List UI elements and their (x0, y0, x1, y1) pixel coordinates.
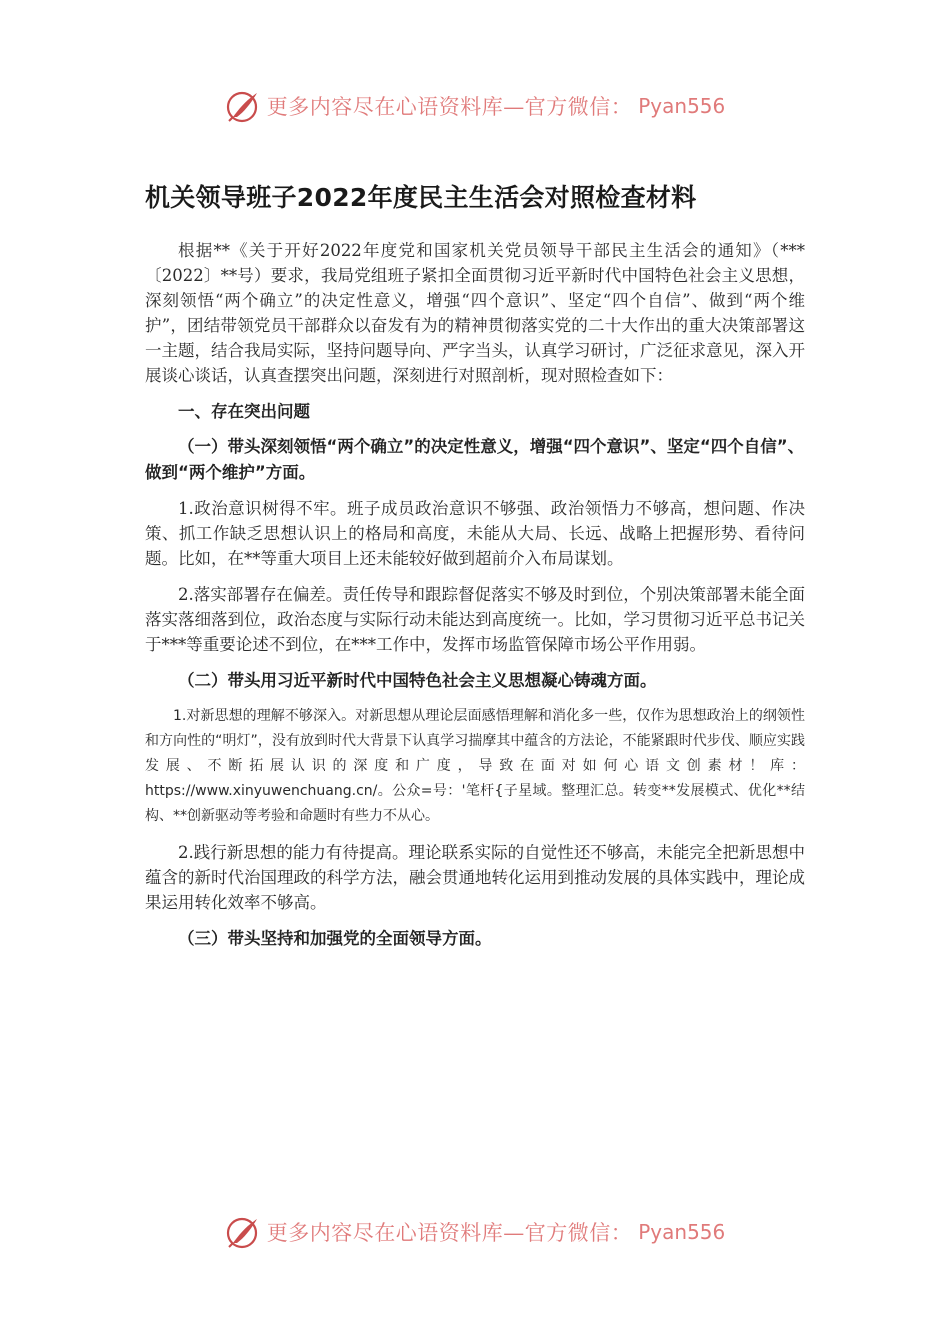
subsection-2-item-1: 1.对新思想的理解不够深入。对新思想从理论层面感悟理解和消化多一些，仅作为思想政治上的纲领性和方向性的“明灯”，没有放到时代大背景下认真学习揣摩其中蕴含的方法论，不能紧跟时代步伐、顺应实践发展、不断拓展认识的深度和广度，导致在面对如何心语文创素材！库：https://www.xinyuwenchuang.cn/。公众=号：'笔杆{子星域。整理汇总。转变**发展模式、优化**结构、**创新驱动等考验和命题时有些力不从心。 (145, 708, 805, 824)
subsection-2-item-2: 2.践行新思想的能力有待提高。理论联系实际的自觉性还不够高，未能完全把新思想中蕴含的新时代治国理政的科学方法，融会贯通地转化运用到推动发展的具体实践中，理论成果运用转化效率不够高。 (145, 843, 805, 912)
quill-logo-icon (225, 1215, 261, 1249)
subsection-heading-1: （一）带头深刻领悟“两个确立”的决定性意义，增强“四个意识”、坚定“四个自信”、做到“两个维护”方面。 (145, 437, 805, 482)
quill-logo-icon (225, 89, 261, 123)
footer-watermark (0, 1212, 950, 1252)
watermark-wechat-id: Pyan556 (638, 94, 726, 118)
subsection-1-item-1: 1.政治意识树得不牢。班子成员政治意识不够强、政治领悟力不够高，想问题、作决策、抓工作缺乏思想认识上的格局和高度，未能从大局、长远、战略上把握形势、看待问题。比如，在**等重大项目上还未能较好做到超前介入布局谋划。 (145, 499, 805, 568)
watermark-wechat-id: Pyan556 (638, 1220, 726, 1244)
document-title: 机关领导班子2022年度民主生活会对照检查材料 (145, 183, 697, 212)
subsection-heading-2: （二）带头用习近平新时代中国特色社会主义思想凝心铸魂方面。 (178, 671, 657, 690)
header-watermark (0, 86, 950, 126)
subsection-heading-3: （三）带头坚持和加强党的全面领导方面。 (178, 929, 492, 948)
subsection-1-item-2: 2.落实部署存在偏差。责任传导和跟踪督促落实不够及时到位，个别决策部署未能全面落实落细落到位，政治态度与实际行动未能达到高度统一。比如，学习贯彻习近平总书记关于***等重要论述不到位，在***工作中，发挥市场监管保障市场公平作用弱。 (145, 585, 805, 654)
intro-paragraph: 根据**《关于开好2022年度党和国家机关党员领导干部民主生活会的通知》（***〔2022〕**号）要求，我局党组班子紧扣全面贯彻习近平新时代中国特色社会主义思想，深刻领悟“两个确立”的决定性意义，增强“四个意识”、坚定“四个自信”、做到“两个维护”，团结带领党员干部群众以奋发有为的精神贯彻落实党的二十大作出的重大决策部署这一主题，结合我局实际，坚持问题导向、严字当头，认真学习研讨，广泛征求意见，深入开展谈心谈话，认真查摆突出问题，深刻进行对照剖析，现对照检查如下： (145, 241, 805, 385)
document-body (145, 170, 805, 962)
section-heading-1: 一、存在突出问题 (178, 402, 310, 421)
watermark-text: 更多内容尽在心语资料库—官方微信： (266, 1221, 633, 1245)
watermark-text: 更多内容尽在心语资料库—官方微信： (266, 95, 633, 119)
